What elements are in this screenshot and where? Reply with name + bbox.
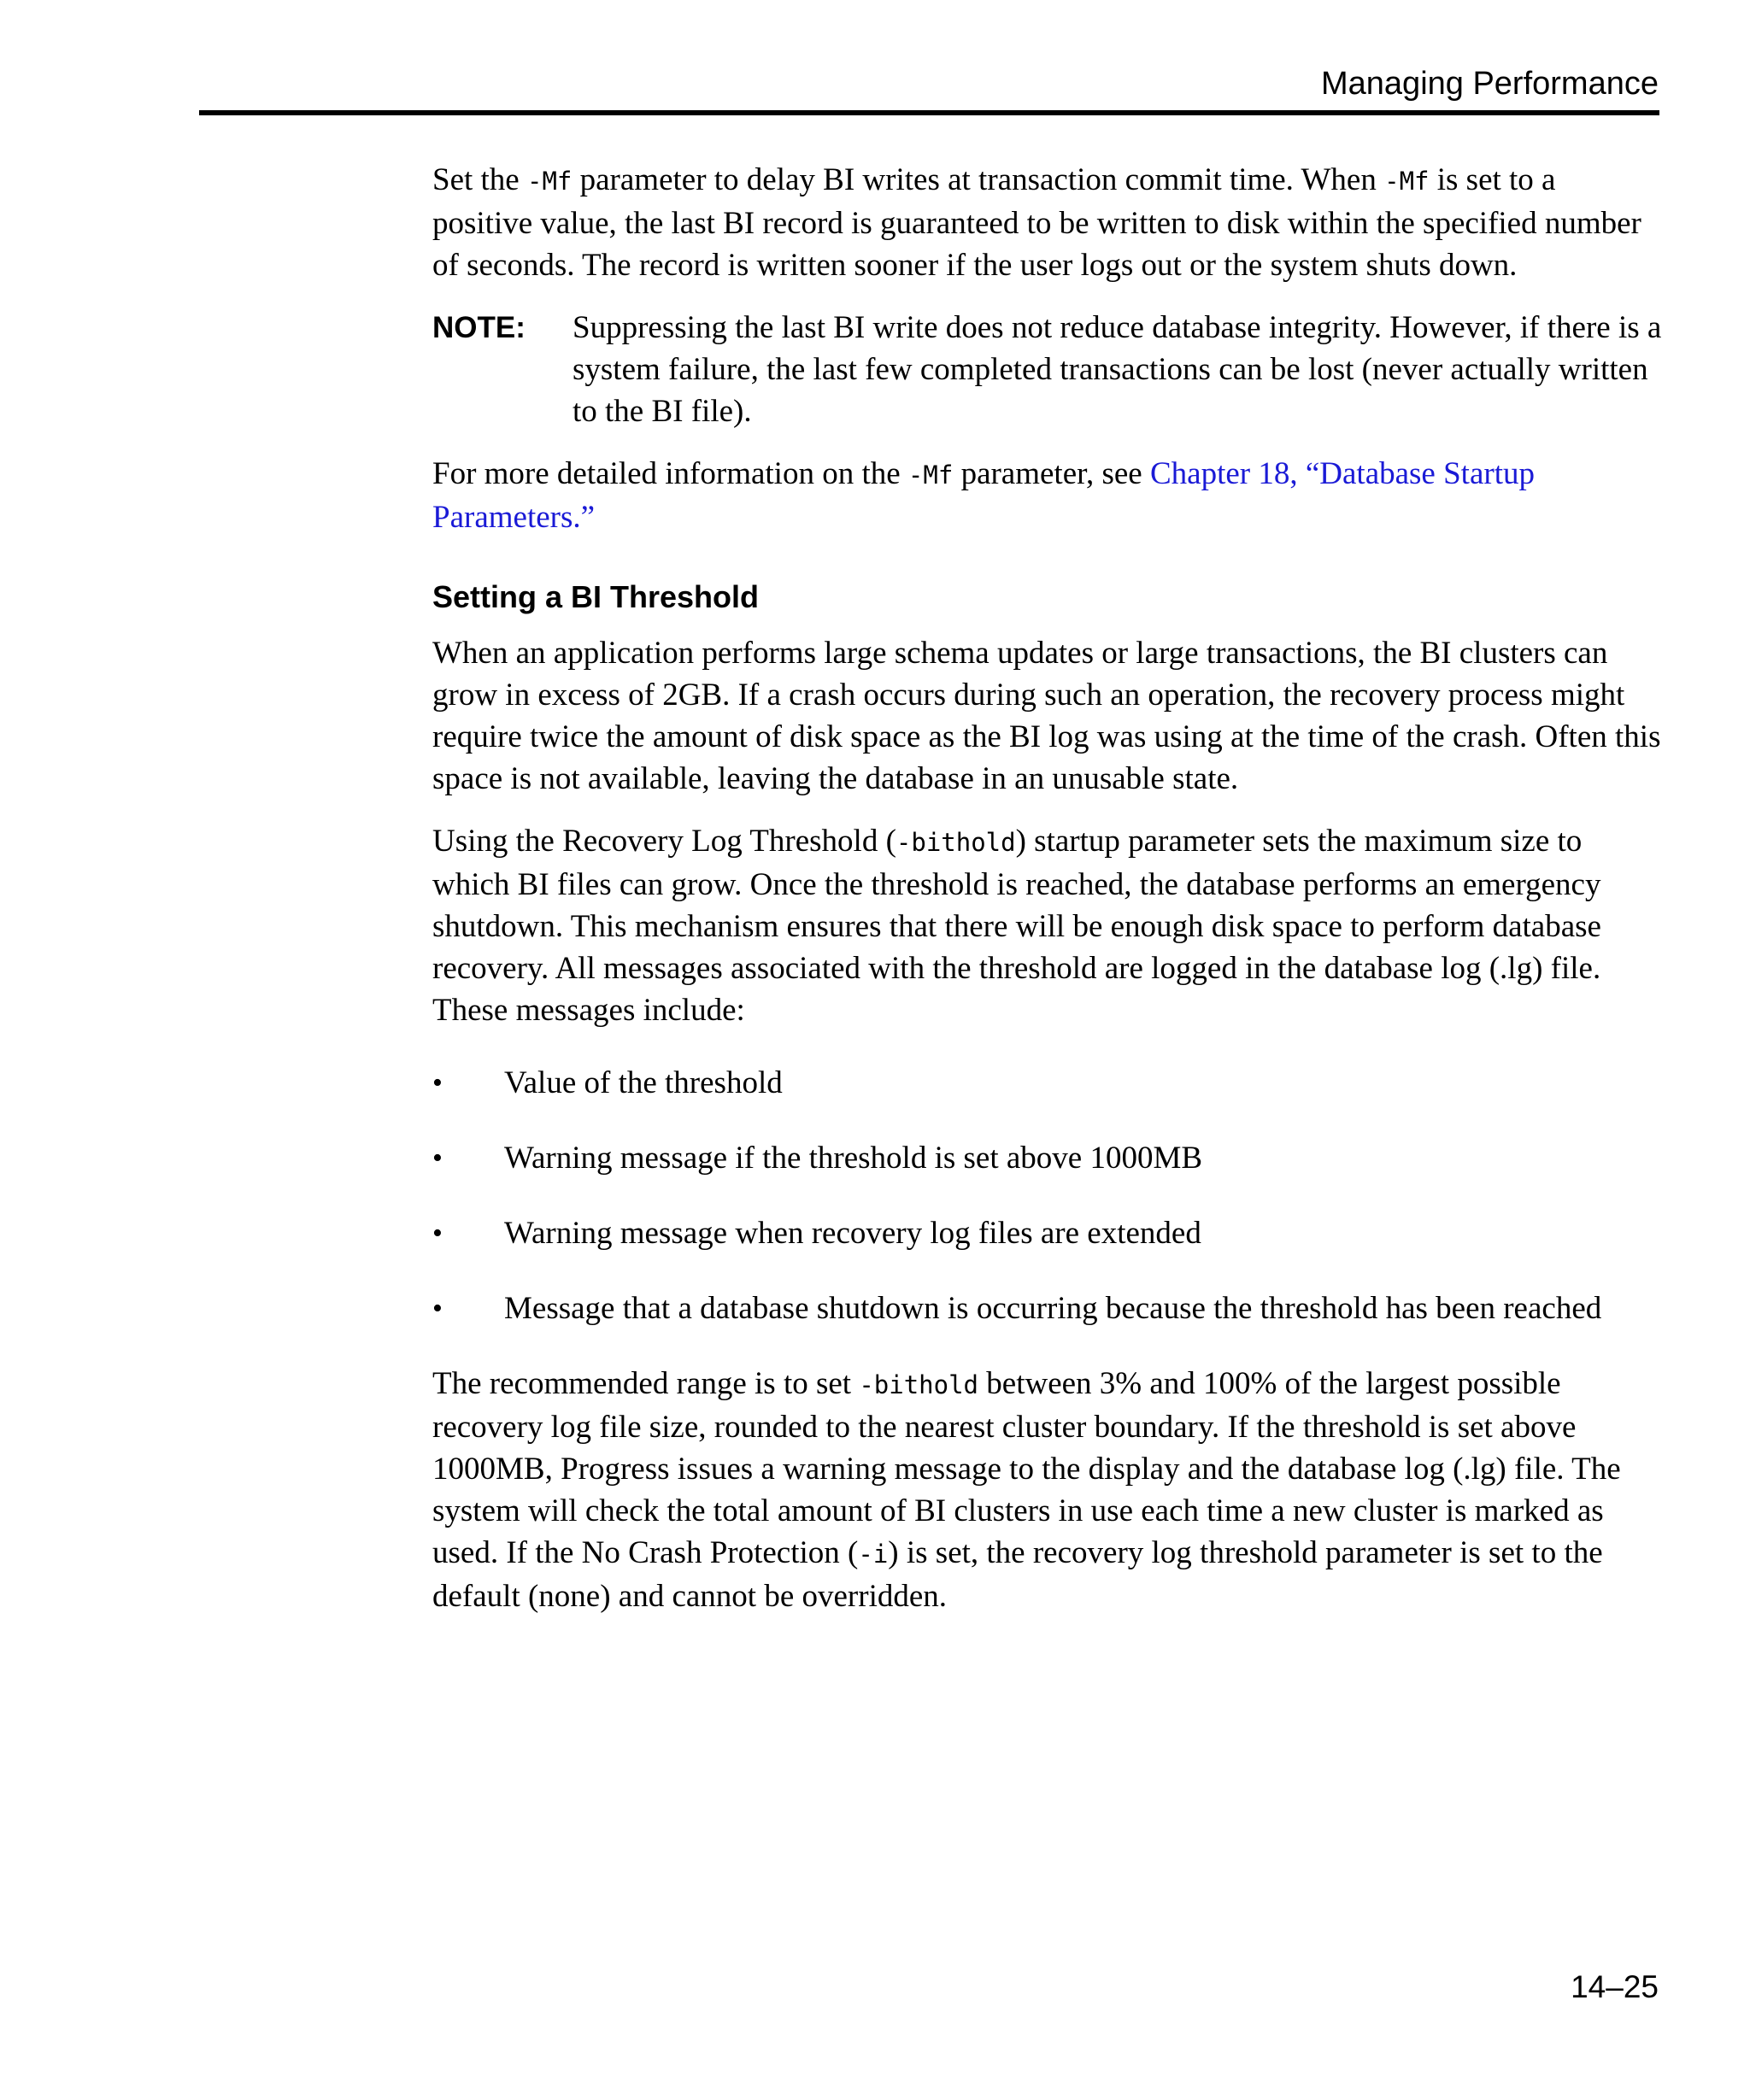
- header-rule: [199, 110, 1659, 115]
- text-run: The recommended range is to set: [432, 1366, 860, 1401]
- bullet-icon: •: [432, 1293, 443, 1324]
- text-run: ) startup parameter sets the maximum size to which BI files can grow. Once the threshold is reached, the database performs an emergency shutdown. This mechanism ensures that there will be enough disk space to perform database recovery. All messages associated with the threshold are logged in the database log (.lg) file. These messages include:: [432, 824, 1601, 1028]
- note-text: Suppressing the last BI write does not reduce database integrity. However, if there is a system failure, the last few completed transactions can be lost (never actually written to the BI file).: [573, 310, 1662, 429]
- paragraph-bithold-description: [432, 820, 1663, 1031]
- message-list: [432, 1062, 1663, 1329]
- code-mf-parameter: -Mf: [907, 460, 954, 490]
- text-run: is set to a positive value, the last BI record is guaranteed to be written to disk within the specified number of seconds. The record is written sooner if the user logs out or the system shuts down.: [432, 162, 1641, 283]
- code-bithold-parameter: -bithold: [859, 1370, 979, 1399]
- page-body: [432, 159, 1663, 1638]
- running-header: Managing Performance: [1321, 66, 1659, 102]
- list-item: [432, 1288, 1663, 1329]
- note-label: NOTE:: [432, 311, 526, 344]
- paragraph-threshold-intro: When an application performs large schema updates or large transactions, the BI clusters can grow in excess of 2GB. If a crash occurs during such an operation, the recovery process might require twice the amount of disk space as the BI log was using at the time of the crash. Often this space is not available, leaving the database in an unusable state.: [432, 636, 1661, 796]
- code-mf-parameter: -Mf: [526, 167, 573, 196]
- text-run: Using the Recovery Log Threshold (: [432, 824, 896, 859]
- list-item: [432, 1212, 1663, 1254]
- bullet-icon: •: [432, 1217, 443, 1249]
- text-run: between 3% and 100% of the largest possible recovery log file size, rounded to the nearest cluster boundary. If the threshold is set above 1000MB, Progress issues a warning message to the display and the database log (.lg) file. The system will check the total amount of BI clusters in use each time a new cluster is marked as used. If the No Crash Protection (: [432, 1366, 1621, 1570]
- page-number: 14–25: [1571, 1969, 1659, 2004]
- paragraph-mf-reference: [432, 453, 1663, 538]
- list-item: [432, 1062, 1663, 1104]
- list-item-text: Warning message if the threshold is set above 1000MB: [504, 1141, 1203, 1176]
- text-run: Set the: [432, 162, 527, 197]
- list-item: [432, 1137, 1663, 1179]
- bullet-icon: •: [432, 1142, 443, 1174]
- text-run: parameter, see: [953, 456, 1150, 491]
- bullet-icon: •: [432, 1067, 443, 1099]
- code-i-parameter: -i: [858, 1540, 889, 1569]
- code-mf-parameter: -Mf: [1384, 167, 1430, 196]
- paragraph-recommended-range: [432, 1363, 1663, 1617]
- list-item-text: Warning message when recovery log files are extended: [504, 1216, 1201, 1251]
- list-item-text: Message that a database shutdown is occurring because the threshold has been reached: [504, 1291, 1602, 1326]
- code-bithold-parameter: -bithold: [896, 828, 1016, 857]
- text-run: ) is set, the recovery log threshold parameter is set to the default (none) and cannot be overridden.: [432, 1535, 1603, 1614]
- paragraph-mf-description: [432, 159, 1663, 286]
- text-run: For more detailed information on the: [432, 456, 908, 491]
- note-block: [432, 307, 1663, 432]
- list-item-text: Value of the threshold: [504, 1065, 783, 1100]
- section-heading: Setting a BI Threshold: [432, 579, 760, 614]
- chapter-18-link[interactable]: Chapter 18, “Database Startup Parameters.”: [432, 456, 1535, 535]
- text-run: parameter to delay BI writes at transaction commit time. When: [572, 162, 1385, 197]
